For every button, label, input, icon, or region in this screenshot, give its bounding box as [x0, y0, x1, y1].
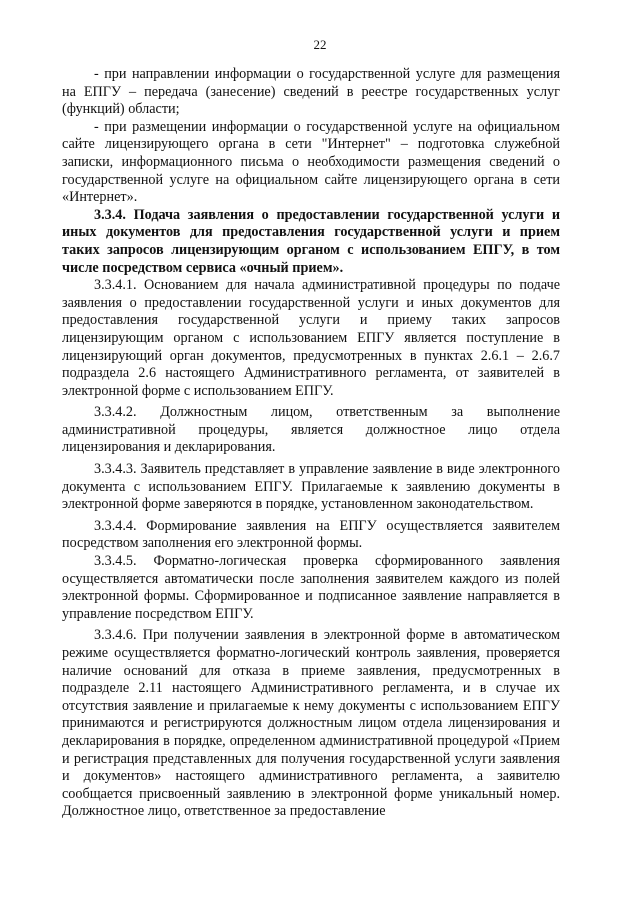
document-body: [62, 66, 560, 821]
paragraph-3-3-4-6: 3.3.4.6. При получении заявления в электронной форме в автоматическом режиме осуществляется форматно-логический контроль заявления, проверяется наличие оснований для отказа в приеме заявления, предусмотренных в подразделе 2.11 настоящего Административного регламента, и в случае их отсутствия заявление и прилагаемые к нему документы с использованием ЕПГУ принимаются и регистрируются должностным лицом отдела лицензирования и декларирования в порядке, определенном административной процедурой «Прием и регистрация представленных для получения государственной услуги заявления и документов» настоящего административного регламента, а заявителю сообщается присвоенный заявлению в электронной форме уникальный номер. Должностное лицо, ответственное за предоставление: [62, 627, 560, 820]
paragraph-3-3-4-3: 3.3.4.3. Заявитель представляет в управление заявление в виде электронного документа с использованием ЕПГУ. Прилагаемые к заявлению документы в электронной форме заверяются в порядке, установленном законодательством.: [62, 461, 560, 513]
section-heading-3-3-4: 3.3.4. Подача заявления о предоставлении государственной услуги и иных документов для предоставления государственной услуги и прием таких запросов лицензирующим органом с использованием ЕПГУ, в том числе посредством сервиса «очный прием».: [62, 206, 560, 276]
paragraph-website-info: - при размещении информации о государственной услуге на официальном сайте лицензирующего органа в сети "Интернет" – подготовка служебной записки, информационного письма о необходимости размещения сведений о государственной услуге на официальном сайте лицензирующего органа в сети «Интернет».: [62, 118, 560, 206]
paragraph-3-3-4-2: 3.3.4.2. Должностным лицом, ответственным за выполнение административной процедуры, является должностное лицо отдела лицензирования и декларирования.: [62, 404, 560, 456]
paragraph-3-3-4-4: 3.3.4.4. Формирование заявления на ЕПГУ осуществляется заявителем посредством заполнения его электронной формы.: [62, 517, 560, 552]
paragraph-3-3-4-1: 3.3.4.1. Основанием для начала административной процедуры по подаче заявления о предоставлении государственной услуги и иных документов для предоставления государственной услуги и приему таких запросов лицензирующим органом с использованием ЕПГУ является поступление в лицензирующий орган документов, предусмотренных в пунктах 2.6.1 – 2.6.7 подраздела 2.6 настоящего Административного регламента, от заявителей в электронной форме с использованием ЕПГУ.: [62, 277, 560, 399]
page-number: 22: [313, 37, 327, 52]
paragraph-3-3-4-5: 3.3.4.5. Форматно-логическая проверка сформированного заявления осуществляется автоматически после заполнения заявителем каждого из полей электронной формы. Сформированное и подписанное заявление направляется в управление посредством ЕПГУ.: [62, 553, 560, 622]
paragraph-epgu-info: - при направлении информации о государственной услуге для размещения на ЕПГУ – передача (занесение) сведений в реестре государственных услуг (функций) области;: [62, 66, 560, 118]
